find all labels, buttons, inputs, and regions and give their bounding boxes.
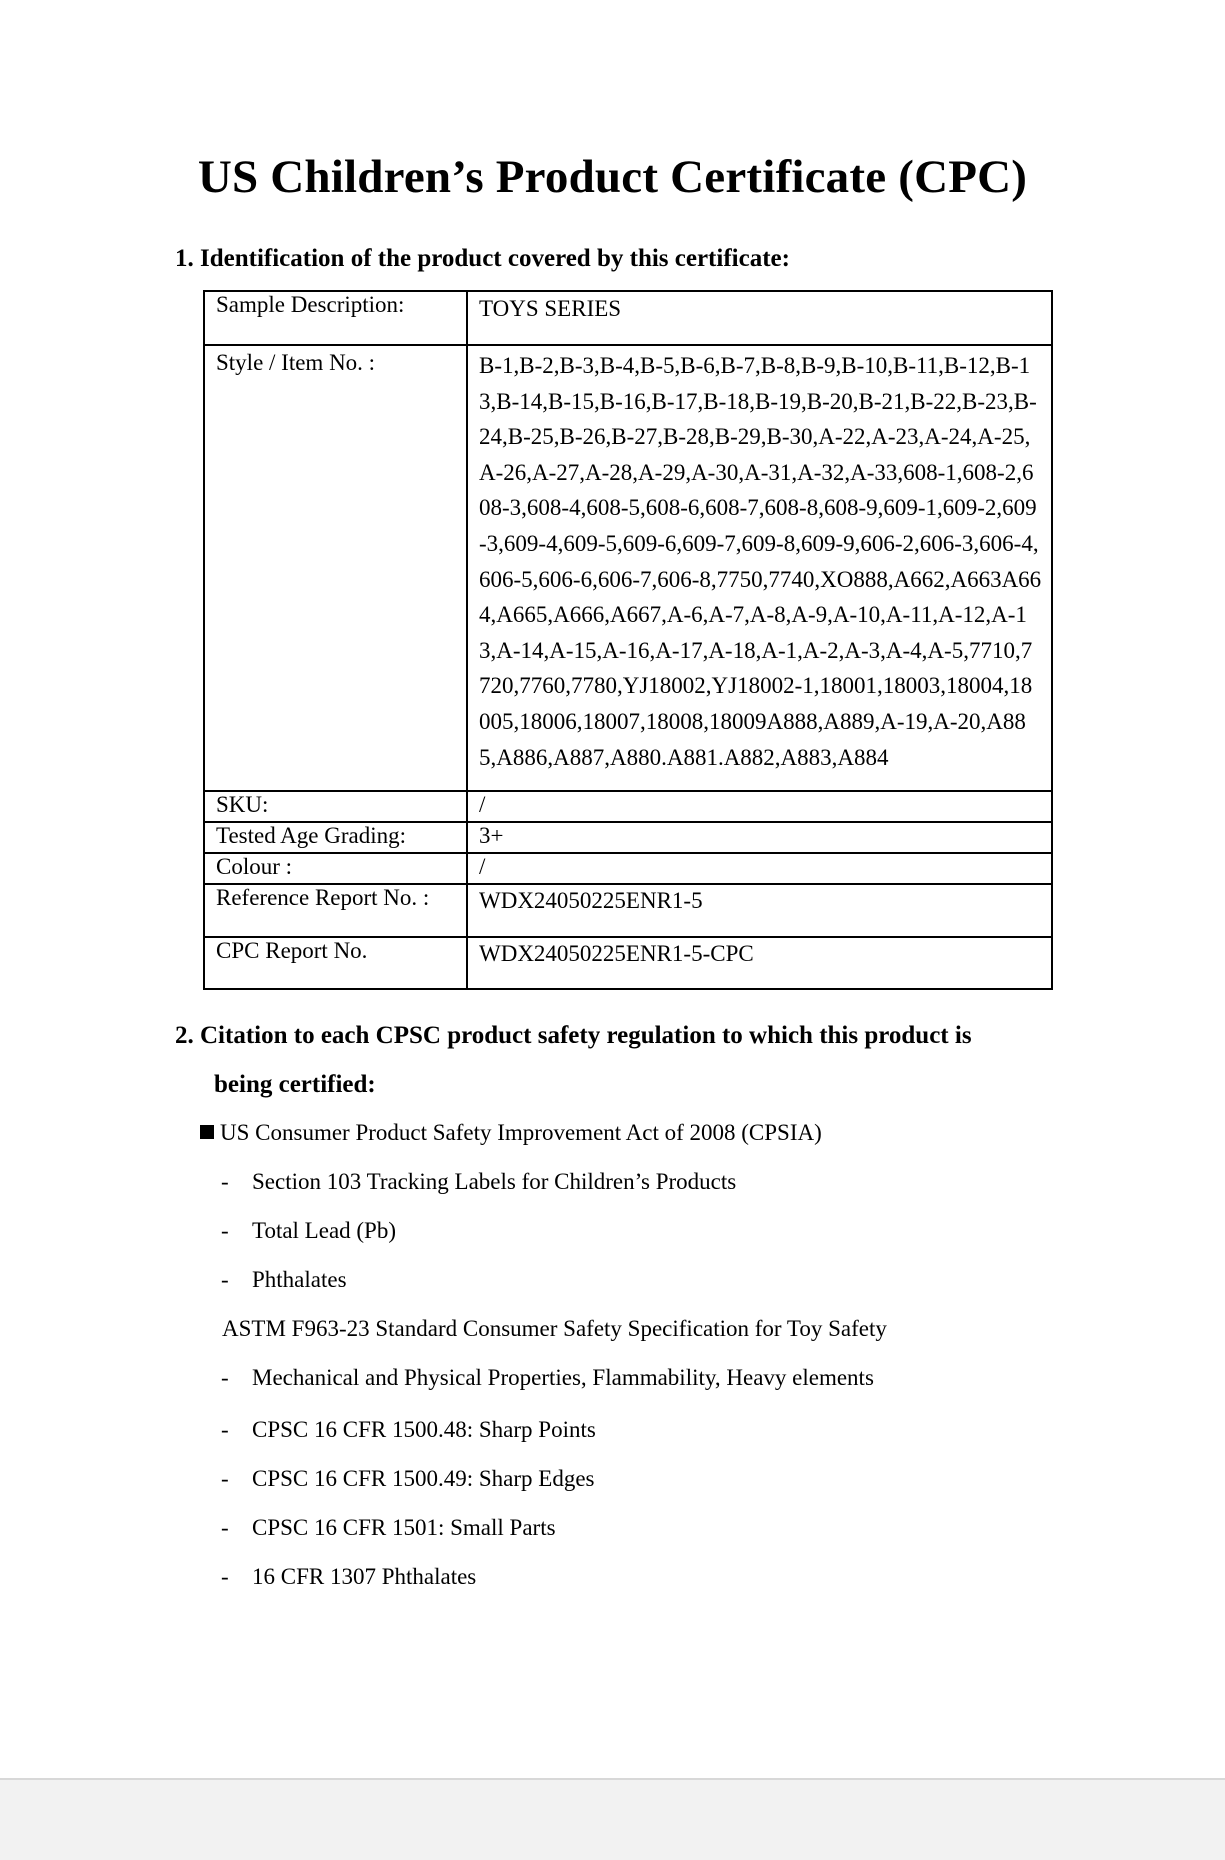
list-item-text: CPSC 16 CFR 1500.48: Sharp Points xyxy=(252,1417,596,1442)
astm-standard: ASTM F963-23 Standard Consumer Safety Specification for Toy Safety xyxy=(222,1316,887,1341)
section1-heading: 1. Identification of the product covered by this certificate: xyxy=(175,245,790,272)
dash-icon: - xyxy=(221,1564,229,1589)
identification-table xyxy=(203,290,1053,990)
cpsia-standard-label: US Consumer Product Safety Improvement Act of 2008 (CPSIA) xyxy=(220,1120,822,1145)
list-item-text: Section 103 Tracking Labels for Children’s Products xyxy=(252,1169,737,1194)
table-row xyxy=(204,937,1052,989)
reference-report-label: Reference Report No. : xyxy=(204,884,467,937)
sku-value: / xyxy=(467,791,1052,822)
dash-icon: - xyxy=(221,1466,229,1491)
section2-heading-continued: being certified: xyxy=(214,1071,376,1098)
style-item-value: B-1,B-2,B-3,B-4,B-5,B-6,B-7,B-8,B-9,B-10,B-11,B-12,B-13,B-14,B-15,B-16,B-17,B-18,B-19,B-20,B-21,B-22,B-23,B-24,B-25,B-26,B-27,B-28,B-29,B-30,A-22,A-23,A-24,A-25,A-26,A-27,A-28,A-29,A-30,A-31,A-32,A-33,608-1,608-2,608-3,608-4,608-5,608-6,608-7,608-8,608-9,609-1,609-2,609-3,609-4,609-5,609-6,609-7,609-8,609-9,606-2,606-3,606-4,606-5,606-6,606-7,606-8,7750,7740,XO888,A662,A663A664,A665,A666,A667,A-6,A-7,A-8,A-9,A-10,A-11,A-12,A-13,A-14,A-15,A-16,A-17,A-18,A-1,A-2,A-3,A-4,A-5,7710,7720,7760,7780,YJ18002,YJ18002-1,18001,18003,18004,18005,18006,18007,18008,18009A888,A889,A-19,A-20,A885,A886,A887,A880.A881.A882,A883,A884 xyxy=(479,353,1042,770)
document-title: US Children’s Product Certificate (CPC) xyxy=(197,151,1028,203)
square-bullet-icon xyxy=(200,1125,214,1139)
cpsia-standard xyxy=(200,1120,822,1146)
dash-icon: - xyxy=(221,1417,229,1442)
dash-icon: - xyxy=(221,1267,229,1292)
reference-report-value: WDX24050225ENR1-5 xyxy=(467,884,1052,937)
age-grading-label: Tested Age Grading: xyxy=(204,822,467,853)
list-item-text: CPSC 16 CFR 1501: Small Parts xyxy=(252,1515,556,1540)
table-row xyxy=(204,853,1052,884)
table-row xyxy=(204,791,1052,822)
table-row xyxy=(204,822,1052,853)
sample-description-label: Sample Description: xyxy=(204,291,467,345)
dash-icon: - xyxy=(221,1515,229,1540)
table-row xyxy=(204,291,1052,345)
section2-heading: 2. Citation to each CPSC product safety regulation to which this product is xyxy=(175,1022,972,1049)
colour-value: / xyxy=(467,853,1052,884)
list-item-text: CPSC 16 CFR 1500.49: Sharp Edges xyxy=(252,1466,595,1491)
style-item-label: Style / Item No. : xyxy=(204,345,467,791)
sku-label: SKU: xyxy=(204,791,467,822)
sample-description-value: TOYS SERIES xyxy=(467,291,1052,345)
list-item-text: Total Lead (Pb) xyxy=(252,1218,397,1243)
viewer-bottom-bar xyxy=(0,1778,1225,1860)
age-grading-value: 3+ xyxy=(467,822,1052,853)
table-row xyxy=(204,884,1052,937)
dash-icon: - xyxy=(221,1365,229,1390)
dash-icon: - xyxy=(221,1169,229,1194)
list-item-text: Phthalates xyxy=(252,1267,347,1292)
table-row xyxy=(204,345,1052,791)
list-item-text: 16 CFR 1307 Phthalates xyxy=(252,1564,477,1589)
colour-label: Colour : xyxy=(204,853,467,884)
cpc-report-value: WDX24050225ENR1-5-CPC xyxy=(467,937,1052,989)
dash-icon: - xyxy=(221,1218,229,1243)
style-item-cell xyxy=(467,345,1052,791)
cpc-report-label: CPC Report No. xyxy=(204,937,467,989)
list-item-text: Mechanical and Physical Properties, Flammability, Heavy elements xyxy=(252,1365,874,1390)
